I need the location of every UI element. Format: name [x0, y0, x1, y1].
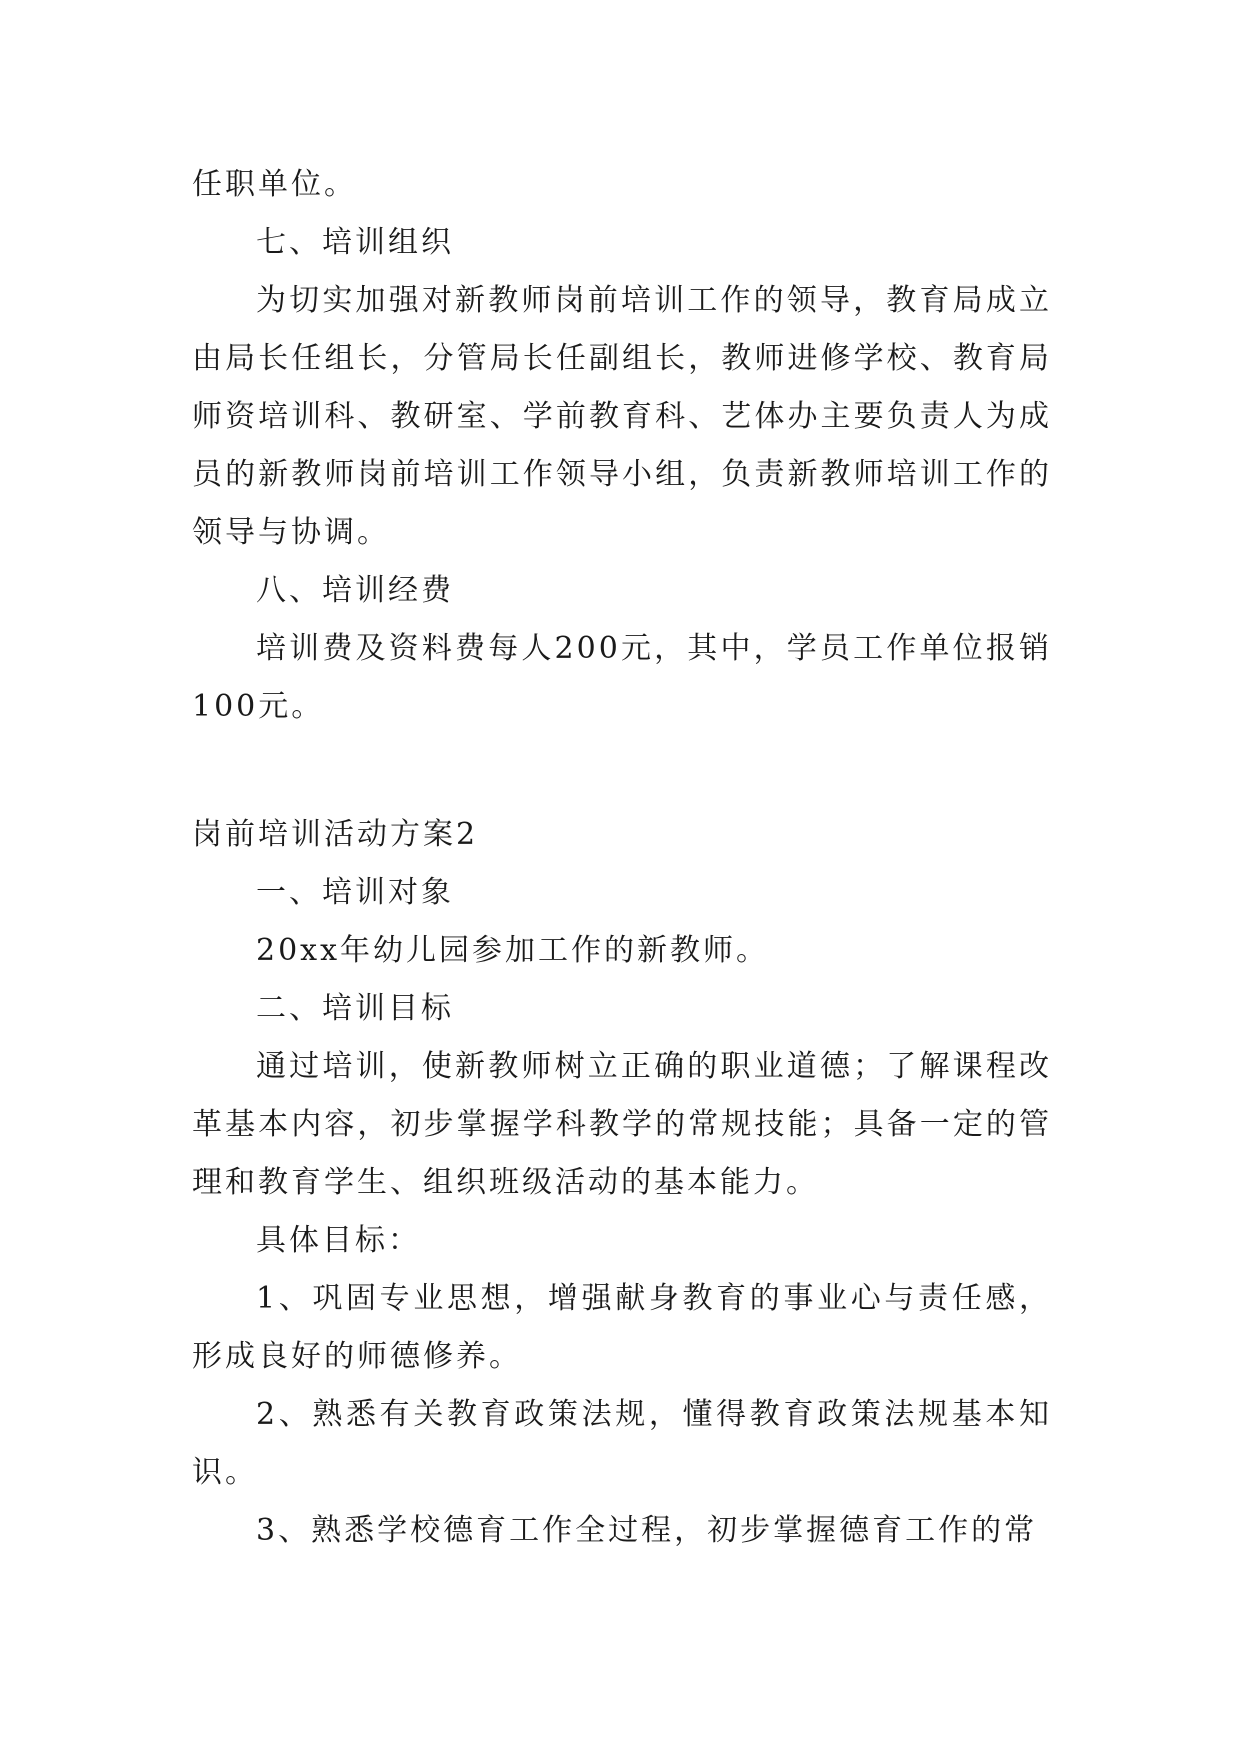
- heading-training-funds: 八、培训经费: [256, 573, 454, 608]
- paragraph-training-funds: 培训费及资料费每人200元，其中，学员工作单位报销100元。: [192, 631, 1052, 724]
- goal-item-2: 2、熟悉有关教育政策法规，懂得教育政策法规基本知识。: [192, 1397, 1052, 1490]
- section-plan-1-tail: [192, 156, 1052, 736]
- goal-item-3: 3、熟悉学校德育工作全过程，初步掌握德育工作的常: [256, 1513, 1038, 1548]
- goal-item-1: 1、巩固专业思想，增强献身教育的事业心与责任感，形成良好的师德修养。: [192, 1281, 1052, 1374]
- plan-2-title: 岗前培训活动方案2: [192, 817, 479, 852]
- section-plan-2: [192, 806, 1052, 1560]
- heading-training-target: 一、培训对象: [256, 875, 454, 910]
- paragraph-training-goals: 通过培训，使新教师树立正确的职业道德；了解课程改革基本内容，初步掌握学科教学的常规技能；具备一定的管理和教育学生、组织班级活动的基本能力。: [192, 1049, 1052, 1200]
- heading-training-goals: 二、培训目标: [256, 991, 454, 1026]
- continuation-text: 任职单位。: [192, 167, 357, 202]
- specific-goals-label: 具体目标：: [256, 1223, 421, 1258]
- paragraph-training-target: 20xx年幼儿园参加工作的新教师。: [256, 933, 770, 968]
- heading-training-organization: 七、培训组织: [256, 225, 454, 260]
- paragraph-training-organization: 为切实加强对新教师岗前培训工作的领导，教育局成立由局长任组长，分管局长任副组长，教师进修学校、教育局师资培训科、教研室、学前教育科、艺体办主要负责人为成员的新教师岗前培训工作领导小组，负责新教师培训工作的领导与协调。: [192, 283, 1052, 550]
